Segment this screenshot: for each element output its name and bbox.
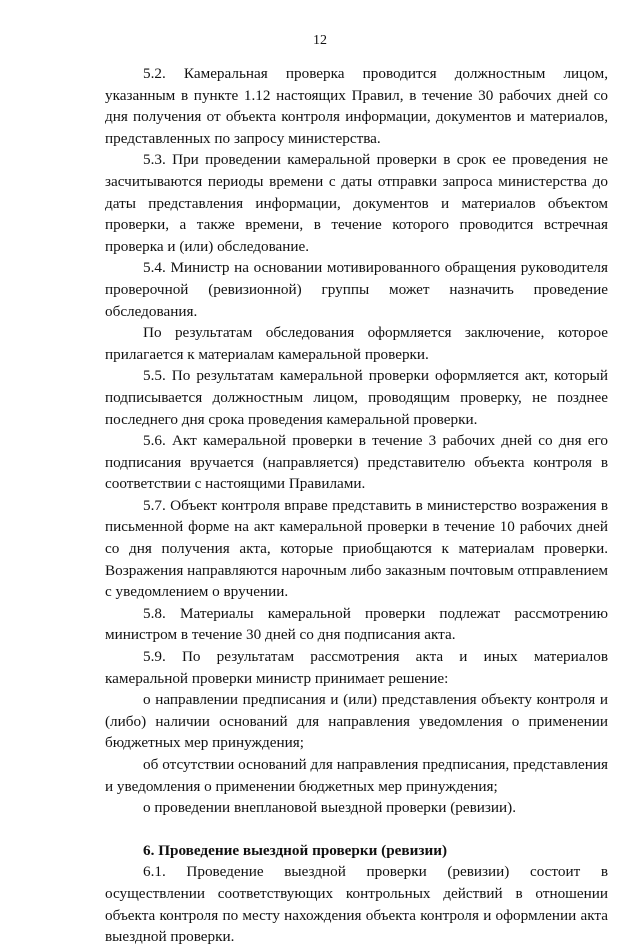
- paragraph-5-7: 5.7. Объект контроля вправе представить в министерство возражения в письменной форме на акт камеральной проверки в течение 10 рабочих дней со дня получения акта, которые приобщаются к материалам проверки. Возражения направляются нарочным либо заказным почтовым отправлением с уведомлением о вручении.: [105, 496, 608, 601]
- paragraph-5-2: 5.2. Камеральная проверка проводится должностным лицом, указанным в пункте 1.12 настоящих Правил, в течение 30 рабочих дней со дня получения от объекта контроля информации, документов и материалов, представленных по запросу министерства.: [105, 65, 608, 147]
- paragraph-5-5: 5.5. По результатам камеральной проверки оформляется акт, который подписывается должностным лицом, проводящим проверку, не позднее последнего дня срока проведения камеральной проверки.: [105, 367, 608, 428]
- paragraph-5-8: 5.8. Материалы камеральной проверки подлежат рассмотрению министром в течение 30 дней со дня подписания акта.: [105, 604, 608, 644]
- decision-item-prescription: о направлении предписания и (или) представления объекту контроля и (либо) наличии оснований для направления уведомления о применении бюджетных мер принуждения;: [105, 691, 608, 752]
- paragraph-5-4: 5.4. Министр на основании мотивированного обращения руководителя проверочной (ревизионной) группы может назначить проведение обследования.: [105, 259, 608, 320]
- paragraph-6-1: 6.1. Проведение выездной проверки (ревизии) состоит в осуществлении соответствующих контрольных действий в отношении объекта контроля по месту нахождения объекта контроля и оформлении акта выездной проверки.: [105, 863, 608, 946]
- paragraph-5-6: 5.6. Акт камеральной проверки в течение 3 рабочих дней со дня его подписания вручается (направляется) представителю объекта контроля в соответствии с настоящими Правилами.: [105, 432, 608, 493]
- page-number: 12: [313, 33, 327, 48]
- decision-item-unscheduled-audit: о проведении внеплановой выездной проверки (ревизии).: [143, 799, 517, 817]
- section-heading-6: 6. Проведение выездной проверки (ревизии): [143, 841, 448, 859]
- decision-item-no-grounds: об отсутствии оснований для направления предписания, представления и уведомления о применении бюджетных мер принуждения;: [105, 756, 608, 795]
- paragraph-5-3: 5.3. При проведении камеральной проверки в срок ее проведения не засчитываются периоды времени с даты отправки запроса министерства до даты представления информации, документов и материалов объектом проверки, а также времени, в течение которого проводится встречная проверка и (или) обследование.: [105, 151, 608, 255]
- paragraph-5-9: 5.9. По результатам рассмотрения акта и иных материалов камеральной проверки министр принимает решение:: [105, 648, 608, 687]
- paragraph-inspection-conclusion: По результатам обследования оформляется заключение, которое прилагается к материалам камеральной проверки.: [105, 324, 608, 363]
- document-body: [105, 63, 608, 948]
